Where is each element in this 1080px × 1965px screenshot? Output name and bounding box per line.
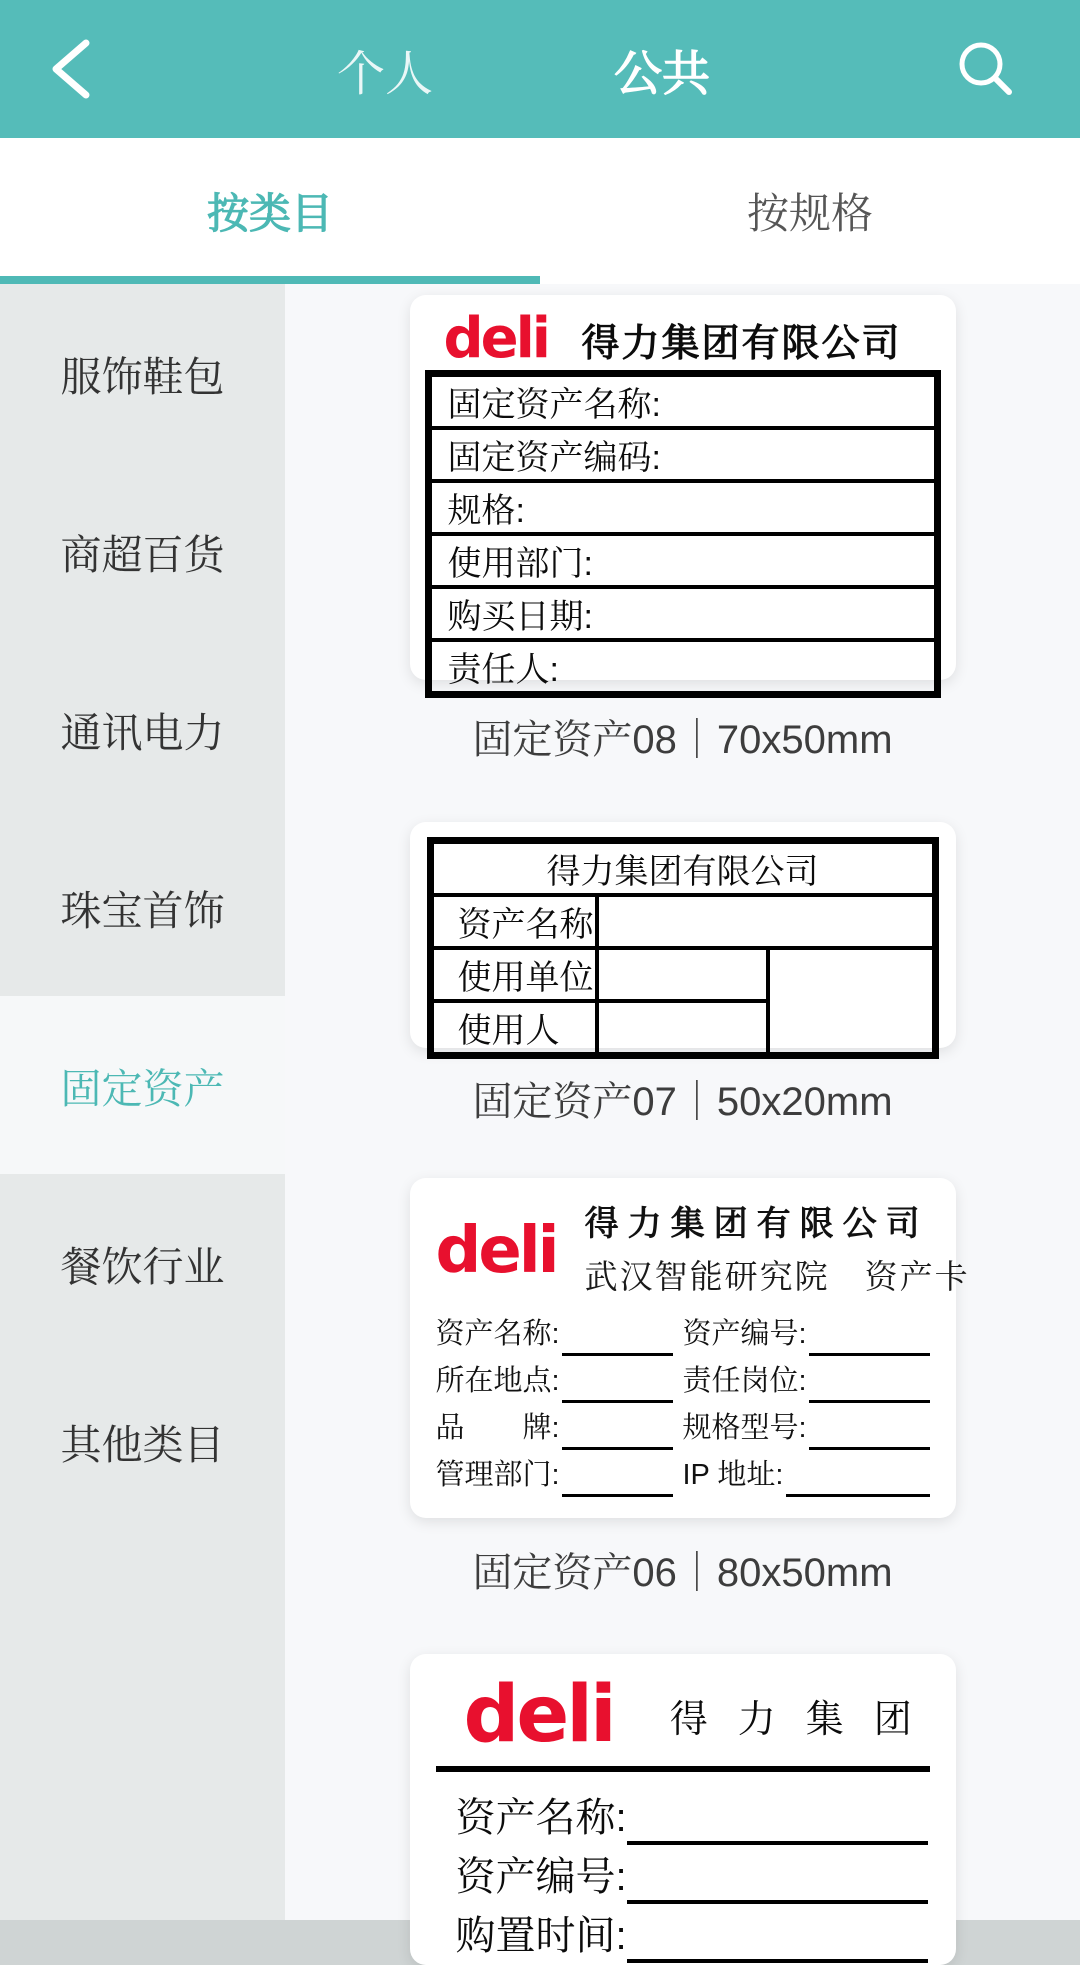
blank-line	[809, 1447, 930, 1450]
table-cell-empty	[597, 895, 933, 948]
company-subtitle: 武汉智能研究院 资产卡	[584, 1258, 970, 1295]
field-label: 规格型号:	[682, 1412, 807, 1444]
field-label: 责任岗位:	[682, 1365, 807, 1397]
table-row: 固定资产名称:	[430, 375, 936, 428]
table-row: 使用部门:	[430, 534, 936, 587]
search-button[interactable]	[948, 32, 1024, 108]
field-label: 购置时间:	[455, 1914, 627, 1958]
company-name: 得力集团有限公司	[584, 1205, 929, 1243]
field-label: 资产编号:	[455, 1855, 627, 1899]
field-label: 管理部门:	[435, 1459, 560, 1491]
blank-line	[562, 1400, 673, 1403]
sidebar-item-telecom[interactable]: 通讯电力	[60, 709, 225, 756]
sidebar-item-other[interactable]: 其他类目	[60, 1421, 225, 1468]
company-name: 得力集团有限公司	[432, 842, 934, 895]
search-icon	[955, 39, 1017, 101]
divider-line	[436, 1766, 930, 1772]
template-card-fixed-asset-08[interactable]	[410, 295, 956, 689]
table-cell-empty	[597, 1001, 768, 1054]
deli-logo: deli	[443, 306, 548, 371]
app-header	[0, 0, 1080, 138]
table-row: 责任人:	[430, 640, 936, 693]
field-label: IP 地址:	[682, 1459, 784, 1491]
category-sidebar	[0, 284, 285, 1920]
sidebar-item-jewelry[interactable]: 珠宝首饰	[60, 887, 225, 934]
filter-tabbar	[0, 138, 1080, 284]
blank-line	[809, 1353, 930, 1356]
template-card-fixed-asset-06[interactable]	[410, 1178, 970, 1518]
sidebar-item-retail[interactable]: 商超百货	[60, 531, 225, 578]
table-row: 规格:	[430, 481, 936, 534]
deli-logo: deli	[463, 1670, 614, 1760]
table-row: 固定资产编码:	[430, 428, 936, 481]
template-card-fixed-asset-07[interactable]	[410, 822, 956, 1048]
active-tab-underline	[0, 276, 540, 284]
sidebar-item-fixed-assets[interactable]: 固定资产	[0, 996, 285, 1174]
sidebar-item-clothing[interactable]: 服饰鞋包	[60, 353, 225, 400]
blank-line	[562, 1353, 673, 1356]
back-button[interactable]	[34, 30, 106, 108]
asset-fields	[436, 1310, 930, 1498]
sidebar-item-catering[interactable]: 餐饮行业	[60, 1243, 225, 1290]
company-name: 得力集团有限公司	[581, 322, 902, 365]
asset-table	[430, 840, 936, 1056]
header-tab-personal[interactable]: 个人	[336, 47, 434, 101]
blank-line	[786, 1494, 930, 1497]
blank-line	[562, 1494, 673, 1497]
blank-line	[627, 1900, 928, 1904]
header-tab-public[interactable]: 公共	[613, 47, 711, 101]
company-name: 得力集团	[669, 1698, 942, 1741]
template-caption-06: 固定资产06｜80x50mm	[472, 1551, 893, 1595]
template-caption-08: 固定资产08｜70x50mm	[472, 718, 893, 762]
field-label: 资产编号:	[682, 1318, 807, 1350]
field-label: 品 牌:	[435, 1412, 560, 1444]
field-label: 所在地点:	[435, 1365, 560, 1397]
asset-table	[428, 373, 938, 695]
field-label: 资产名称:	[455, 1796, 627, 1840]
blank-line	[627, 1841, 928, 1845]
tab-by-spec[interactable]: 按规格	[746, 190, 873, 237]
blank-line	[809, 1400, 930, 1403]
chevron-left-icon	[48, 38, 92, 100]
deli-logo: deli	[435, 1214, 557, 1288]
table-cell-empty	[597, 948, 768, 1001]
blank-line	[562, 1447, 673, 1450]
template-caption-07: 固定资产07｜50x20mm	[472, 1080, 893, 1124]
table-row: 资产名称	[432, 895, 598, 948]
table-row: 购买日期:	[430, 587, 936, 640]
table-cell-empty	[768, 948, 934, 1054]
field-label: 资产名称:	[435, 1318, 560, 1350]
blank-line	[627, 1959, 928, 1963]
table-row: 使用人	[432, 1001, 598, 1054]
tab-by-category[interactable]: 按类目	[206, 190, 333, 237]
template-list	[285, 284, 1080, 1958]
template-card-fixed-asset-bottom[interactable]	[410, 1654, 956, 1965]
table-row: 使用单位	[432, 948, 598, 1001]
